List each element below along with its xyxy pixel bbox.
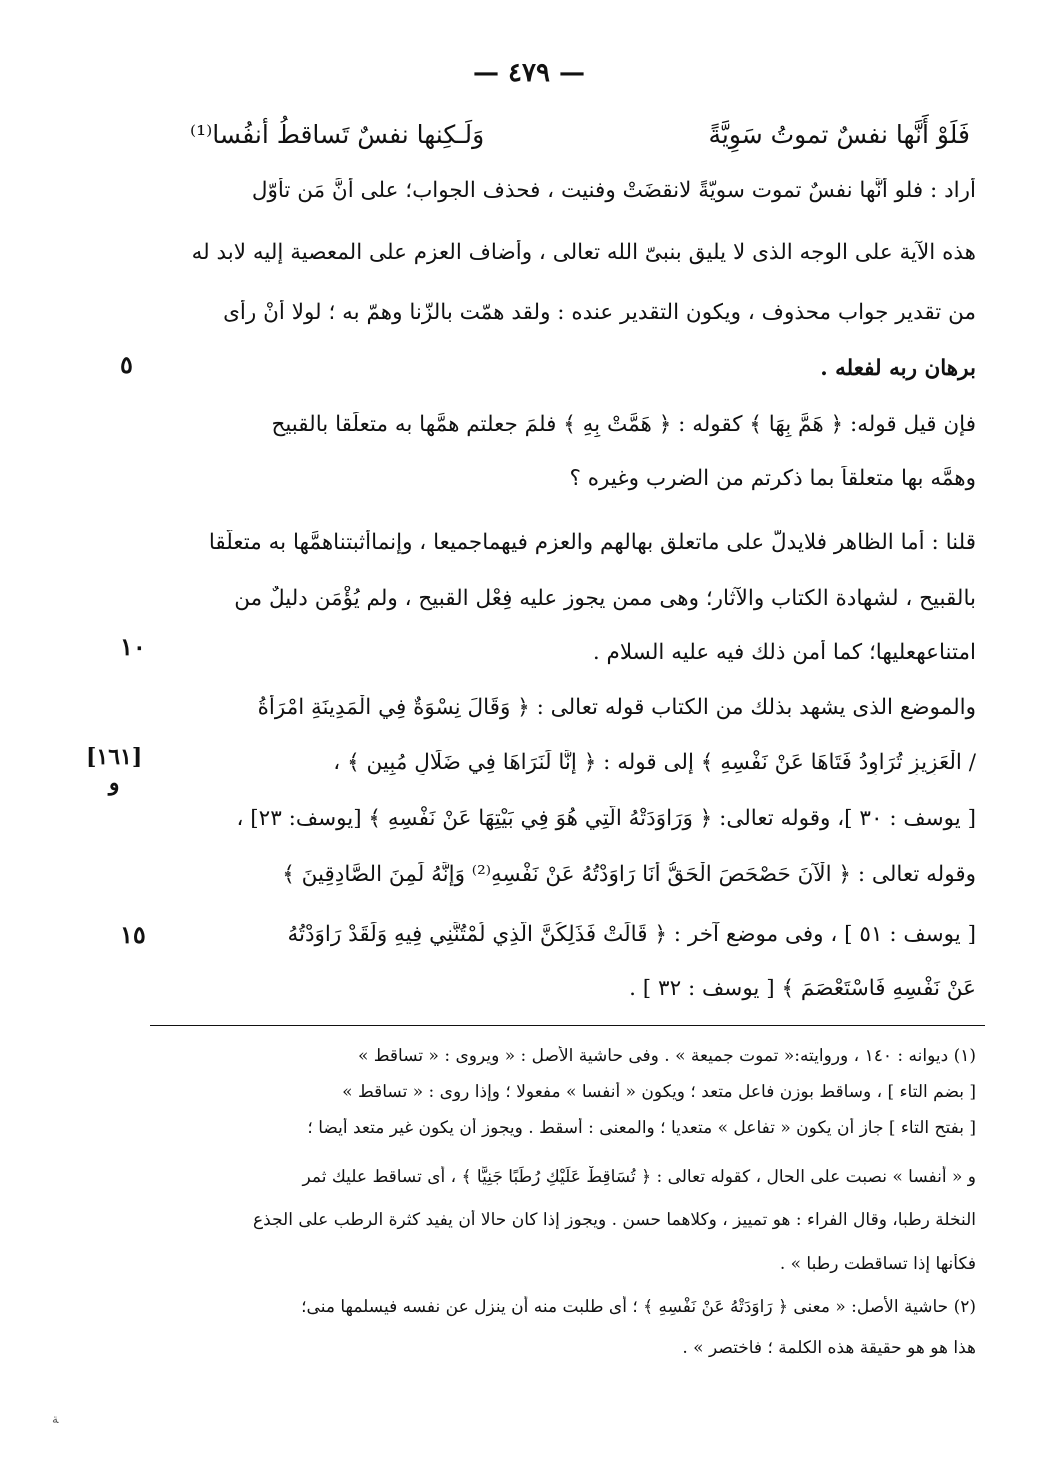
line-number-5: ٥ <box>120 350 133 379</box>
verse-hemistich-right: فَلَوْ أَنَّها نفسٌ تموتُ سَوِيَّةً <box>708 120 970 149</box>
poetry-verse <box>190 120 970 149</box>
text-line: بالقبيح ، لشهادة الكتاب والآثار؛ وهى ممن يجوز عليه فِعْل القبيح ، ولم يُؤْمَن دليلٌ من <box>234 586 976 611</box>
text-line: أراد : فلو أنَّها نفسٌ تموت سويّةً لانقضَتْ وفنيت ، فحذف الجواب؛ على أنَّ مَن تأوّل <box>251 178 976 203</box>
text-line: [ يوسف : ٥١ ] ، وفى موضع آخر : ﴿ قَالَتْ فَذَلِكُنَّ الَّذِي لُمْتُنَّنِي فِيهِ وَلَقَدْ رَاوَدْتُهُ <box>287 922 976 947</box>
footnote-line: (١) ديوانه : ١٤٠ ، وروايته:« تموت جميعة » . وفى حاشية الأصل : « ويروى : « تساقط » <box>357 1046 976 1066</box>
text-line: برهان ربه لفعله . <box>820 356 976 381</box>
manuscript-page-ref <box>86 744 142 796</box>
footnote-line: فكأنها إذا تساقطت رطبا » . <box>779 1254 976 1274</box>
corner-mark: ﺔ <box>52 1412 59 1426</box>
verse-hemistich-left: وَلَـكِنها نفسٌ تَساقطُ أنفُسا⁽¹⁾ <box>190 120 485 149</box>
text-line: فإن قيل قوله: ﴿ هَمَّ بِهَا ﴾ كقوله : ﴿ هَمَّتْ بِهِ ﴾ فلمَ جعلتم همَّها به متعلِّقا بالقبيح <box>271 412 976 437</box>
footnote-line: النخلة رطبا، وقال الفراء : هو تمييز ، وكلاهما حسن . ويجوز إذا كان حالا أن يفيد كثرة الرطب على الجذع <box>253 1210 976 1230</box>
text-line: / الْعَزِيزِ تُرَاوِدُ فَتَاهَا عَنْ نَفْسِهِ ﴾ إلى قوله : ﴿ إِنَّا لَنَرَاهَا فِي ضَلَالٍ مُبِينٍ ﴾ ، <box>333 750 976 775</box>
text-line: قلنا : أما الظاهر فلايدلُّ على ماتعلق بهالهم والعزم فيهماجميعا ، وإنماأثبتناهمَّها به متعلّقا <box>208 530 976 555</box>
footnote-line: (٢) حاشية الأصل: « معنى ﴿ رَاوَدَتْهُ عَنْ نَفْسِهِ ﴾ ؛ أى طلبت منه أن ينزل عن نفسه فيسلمها منى؛ <box>301 1297 976 1317</box>
text-line: امتناعهعليها؛ كما أُمن ذلك فيه عليه السلام . <box>592 640 976 665</box>
text-line: وهمَّه بها متعلقاً بما ذكرتم من الضرب وغيره ؟ <box>569 466 976 491</box>
line-number-10: ١٠ <box>120 632 146 661</box>
manuscript-page-side: و <box>108 770 120 796</box>
text-line: عَنْ نَفْسِهِ فَاسْتَعْصَمَ ﴾ [ يوسف : ٣٢ ] . <box>629 976 976 1001</box>
footnote-line: [ بفتح التاء ] جاز أن يكون « تفاعل » متعديا ؛ والمعنى : أسقط . ويجوز أن يكون غير متعد أيضا ؛ <box>307 1118 976 1138</box>
text-line: [ يوسف : ٣٠ ]، وقوله تعالى: ﴿ وَرَاوَدَتْهُ الَّتِي هُوَ فِي بَيْتِهَا عَنْ نَفْسِهِ ﴾ [يوسف: ٢٣] ، <box>236 806 976 831</box>
footnote-line: [ بضم التاء ] ، وساقط بوزن فاعل متعد ؛ ويكون « أنفسا » مفعولا ؛ وإذا روى : « تساقط » <box>342 1082 976 1102</box>
footnote-divider <box>150 1025 985 1026</box>
text-line: هذه الآية على الوجه الذى لا يليق بنبىّ الله تعالى ، وأضاف العزم على المعصية إليه لابد له <box>191 240 976 265</box>
footnote-line: و « أنفسا » نصبت على الحال ، كقوله تعالى : ﴿ تُسَاقِطْ عَلَيْكِ رُطَبًا جَنِيًّا ﴾ ، أى تساقط عليك ثمر <box>302 1167 976 1187</box>
footnote-line: هذا هو هو حقيقة هذه الكلمة ؛ فاختصر » . <box>682 1338 976 1358</box>
manuscript-page-number: [١٦١] <box>86 744 143 770</box>
line-number-15: ١٥ <box>120 920 146 949</box>
text-line: والموضع الذى يشهد بذلك من الكتاب قوله تعالى : ﴿ وَقَالَ نِسْوَةٌ فِي الْمَدِينَةِ امْرَأَةُ <box>257 695 976 720</box>
text-line: وقوله تعالى : ﴿ الْآنَ حَصْحَصَ الْحَقُّ أَنَا رَاوَدْتُهُ عَنْ نَفْسِهِ⁽²⁾ وَإِنَّهُ لَمِنَ الصَّادِقِينَ ﴾ <box>282 862 976 887</box>
text-line: من تقدير جواب محذوف ، ويكون التقدير عنده : ولقد همّت بالزّنا وهمّ به ؛ لولا أنْ رأى <box>223 300 976 325</box>
page-number: — ٤٧٩ — <box>472 58 586 88</box>
